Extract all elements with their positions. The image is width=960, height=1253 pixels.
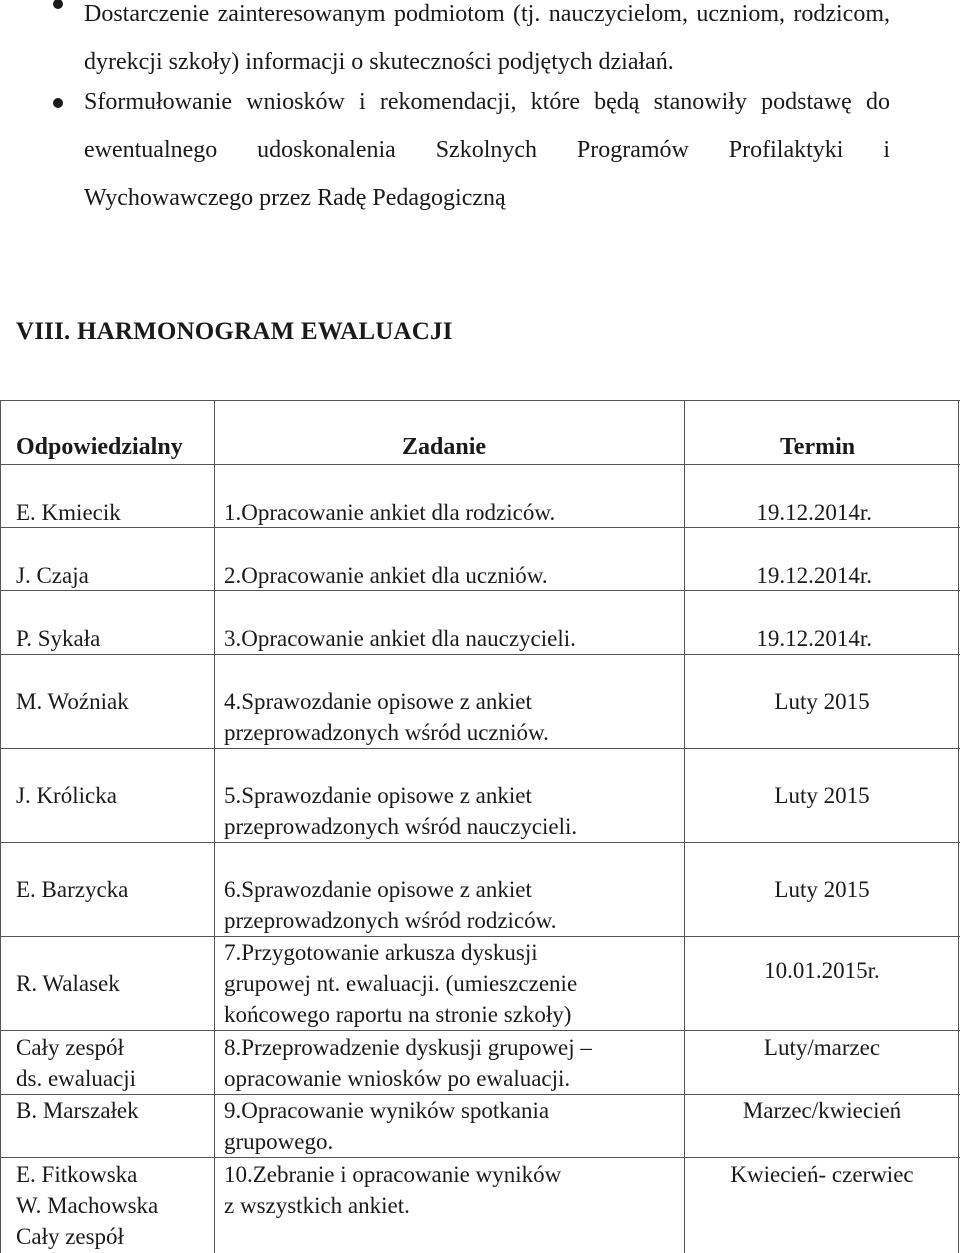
cell-responsible: P. Sykała (16, 626, 101, 651)
cell-task: 2.Opracowanie ankiet dla uczniów. (224, 563, 548, 588)
cell-task: 8.Przeprowadzenie dyskusji grupowej – (224, 1035, 592, 1060)
cell-responsible: W. Machowska (16, 1193, 159, 1218)
table-divider (0, 654, 960, 655)
cell-task: 1.Opracowanie ankiet dla rodziców. (224, 500, 556, 525)
cell-deadline: 10.01.2015r. (764, 958, 880, 983)
cell-task: przeprowadzonych wśród uczniów. (224, 720, 549, 745)
cell-responsible: J. Królicka (16, 783, 117, 808)
cell-task: grupowej nt. ewaluacji. (umieszczenie (224, 971, 578, 996)
table-divider (0, 464, 960, 465)
cell-task: końcowego raportu na stronie szkoły) (224, 1002, 572, 1027)
section-title: VIII. HARMONOGRAM EWALUACJI (16, 318, 453, 345)
cell-task: grupowego. (224, 1129, 334, 1154)
table-border-top (0, 400, 960, 401)
cell-task: 10.Zebranie i opracowanie wyników (224, 1162, 562, 1187)
cell-deadline: Kwiecień- czerwiec (730, 1162, 914, 1187)
header-responsible: Odpowiedzialny (16, 434, 183, 460)
cell-responsible: E. Fitkowska (16, 1162, 138, 1187)
cell-deadline: 19.12.2014r. (756, 626, 872, 651)
cell-task: z wszystkich ankiet. (224, 1193, 410, 1218)
cell-responsible: ds. ewaluacji (16, 1066, 137, 1091)
cell-task: przeprowadzonych wśród rodziców. (224, 908, 557, 933)
cell-deadline: Luty/marzec (763, 1035, 881, 1060)
cell-deadline: Luty 2015 (774, 689, 870, 714)
cell-responsible: Cały zespół (16, 1035, 124, 1060)
cell-deadline: Marzec/kwiecień (742, 1098, 902, 1123)
bullet-text: Sformułowanie wniosków i rekomendacji, które będą stanowiły podstawę do ewentualnego udoskonalenia Szkolnych Programów Profilaktyki i Wychowawczego przez Radę Pedagogiczną (84, 89, 890, 211)
cell-deadline: 19.12.2014r. (756, 500, 872, 525)
header-deadline: Termin (780, 434, 856, 460)
cell-deadline: Luty 2015 (774, 783, 870, 808)
cell-task: 7.Przygotowanie arkusza dyskusji (224, 940, 538, 965)
bullet-text: Dostarczenie zainteresowanym podmiotom (tj. nauczycielom, uczniom, rodzicom, dyrekcji szkoły) informacji o skuteczności podjętych działań. (84, 1, 890, 75)
cell-responsible: E. Barzycka (16, 877, 129, 902)
cell-task: przeprowadzonych wśród nauczycieli. (224, 814, 578, 839)
cell-task: 9.Opracowanie wyników spotkania (224, 1098, 550, 1123)
cell-deadline: 19.12.2014r. (756, 563, 872, 588)
cell-task: 4.Sprawozdanie opisowe z ankiet (224, 689, 532, 714)
cell-responsible: J. Czaja (16, 563, 89, 588)
table-divider (0, 1157, 960, 1158)
header-task: Zadanie (402, 434, 487, 460)
cell-task: opracowanie wniosków po ewaluacji. (224, 1066, 571, 1091)
cell-task: 6.Sprawozdanie opisowe z ankiet (224, 877, 532, 902)
cell-responsible: B. Marszałek (16, 1098, 139, 1123)
cell-task: 5.Sprawozdanie opisowe z ankiet (224, 783, 532, 808)
cell-responsible: E. Kmiecik (16, 500, 121, 525)
cell-responsible: Cały zespół (16, 1224, 124, 1249)
table-divider (0, 842, 960, 843)
cell-task: 3.Opracowanie ankiet dla nauczycieli. (224, 626, 576, 651)
table-divider (0, 748, 960, 749)
cell-responsible: R. Walasek (16, 971, 120, 996)
cell-responsible: M. Woźniak (16, 689, 129, 714)
cell-deadline: Luty 2015 (774, 877, 870, 902)
table-divider (0, 1030, 960, 1031)
